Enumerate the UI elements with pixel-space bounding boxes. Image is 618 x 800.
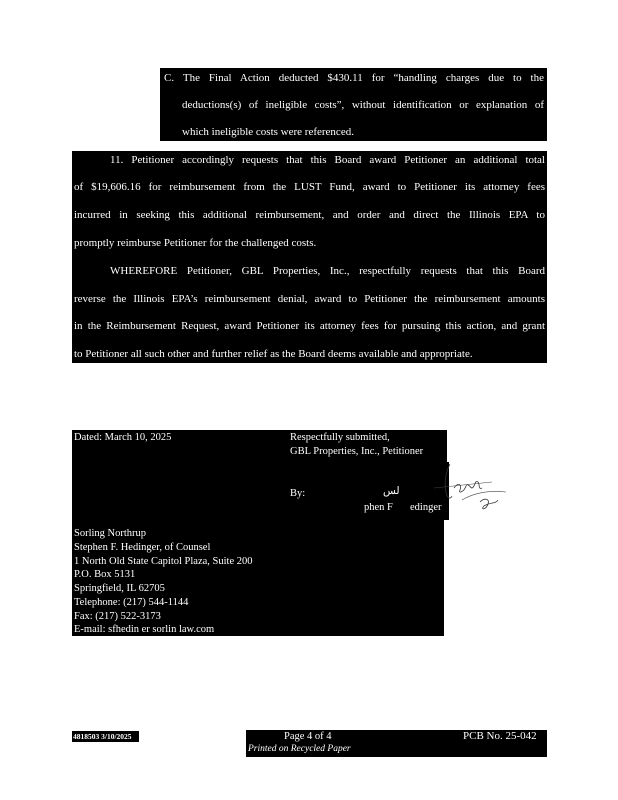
wherefore-line-2: reverse the Illinois EPA’s reimbursement denial, award to Petitioner the reimbursement amounts (74, 293, 545, 305)
para11-line-2: of $19,606.16 for reimbursement from the LUST Fund, award to Petitioner its attorney fees (74, 181, 545, 193)
footer-doc-id: 4818503 3/10/2025 (73, 732, 132, 741)
para11-line-4: promptly reimburse Petitioner for the challenged costs. (74, 237, 317, 249)
signature-block-lower (288, 520, 444, 636)
counsel-attorney: Stephen F. Hedinger, of Counsel (74, 542, 211, 553)
counsel-fax: Fax: (217) 522-3173 (74, 611, 161, 622)
wherefore-line-1: WHEREFORE Petitioner, GBL Properties, Inc., respectfully requests that this Board (110, 265, 545, 277)
counsel-address-1: 1 North Old State Capitol Plaza, Suite 200 (74, 556, 253, 567)
footer-page-number: Page 4 of 4 (284, 731, 332, 742)
counsel-email: E-mail: sfhedin er sorlin law.com (74, 624, 215, 635)
wherefore-line-4: to Petitioner all such other and further relief as the Board deems available and appropriate. (74, 348, 473, 360)
wherefore-line-3: in the Reimbursement Request, award Petitioner its attorney fees for pursuing this action, and grant (74, 320, 545, 332)
item-c-line-2: deductions(s) of ineligible costs”, without identification or explanation of (182, 99, 544, 111)
counsel-address-2: P.O. Box 5131 (74, 569, 136, 580)
dated-line: Dated: March 10, 2025 (74, 432, 172, 443)
respectfully-line: Respectfully submitted, (290, 432, 390, 443)
signer-name-part-1: phen F (364, 502, 393, 513)
counsel-telephone: Telephone: (217) 544-1144 (74, 597, 189, 608)
counsel-city: Springfield, IL 62705 (74, 583, 165, 594)
para11-line-1: 11. Petitioner accordingly requests that this Board award Petitioner an additional total (110, 154, 545, 166)
item-c-line-3: which ineligible costs were referenced. (182, 126, 354, 138)
para11-line-3: incurred in seeking this additional reimbursement, and order and direct the Illinois EPA to (74, 209, 545, 221)
footer-recycled: Printed on Recycled Paper (248, 744, 351, 754)
signer-name-part-2: edinger (410, 502, 442, 513)
by-label: By: (290, 488, 306, 499)
handwritten-signature-icon (432, 458, 512, 520)
item-c-line-1: C. The Final Action deducted $430.11 for “handling charges due to the (164, 72, 544, 84)
by-mark: لس (383, 486, 400, 497)
footer-pcb-number: PCB No. 25-042 (463, 730, 537, 742)
counsel-firm: Sorling Northrup (74, 528, 147, 539)
party-line: GBL Properties, Inc., Petitioner (290, 446, 424, 457)
